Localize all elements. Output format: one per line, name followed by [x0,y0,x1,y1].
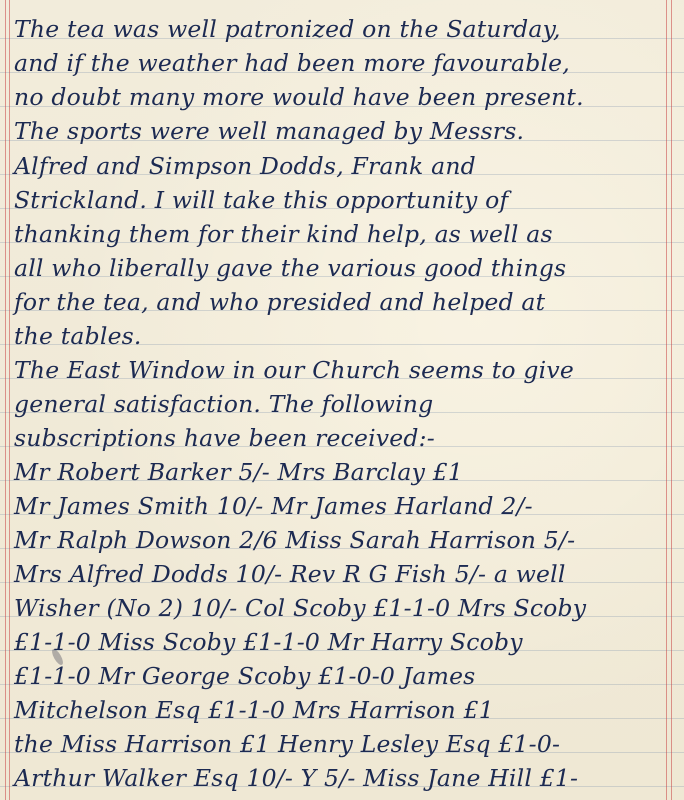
text-line: the Miss Harrison £1 Henry Lesley Esq £1-0- [14,730,561,758]
left-margin-line [5,0,6,800]
left-margin-line [9,0,10,800]
text-line: Strickland. I will take this opportunity of [14,186,509,214]
text-line: thanking them for their kind help, as well as [14,220,553,248]
text-line: £1-1-0 Miss Scoby £1-1-0 Mr Harry Scoby [14,628,523,656]
text-line: subscriptions have been received:- [14,424,435,452]
text-line: Wisher (No 2) 10/- Col Scoby £1-1-0 Mrs Scoby [14,594,587,622]
text-line: general satisfaction. The following [14,390,434,418]
text-line: Mitchelson Esq £1-1-0 Mrs Harrison £1 [14,696,494,724]
text-line: The tea was well patronized on the Saturday, [14,15,561,43]
text-line: The sports were well managed by Messrs. [14,117,525,145]
text-line: all who liberally gave the various good things [14,254,567,282]
text-line: Alfred and Simpson Dodds, Frank and [14,152,476,180]
right-margin-line [666,0,667,800]
text-line: £1-1-0 Mr George Scoby £1-0-0 James [14,662,476,690]
text-line: Mr Robert Barker 5/- Mrs Barclay £1 [14,458,464,486]
text-line: The East Window in our Church seems to give [14,356,574,384]
text-line: Mr Ralph Dowson 2/6 Miss Sarah Harrison 5/- [14,526,576,554]
text-line: and if the weather had been more favourable, [14,49,570,77]
text-line: no doubt many more would have been present. [14,83,584,111]
right-margin-line [671,0,672,800]
text-line: for the tea, and who presided and helped at [14,288,546,316]
text-line: Mrs Alfred Dodds 10/- Rev R G Fish 5/- a well [14,560,566,588]
text-line: the tables. [14,322,142,350]
text-line: Arthur Walker Esq 10/- Y 5/- Miss Jane Hill £1- [14,764,579,792]
text-line: Mr James Smith 10/- Mr James Harland 2/- [14,492,533,520]
